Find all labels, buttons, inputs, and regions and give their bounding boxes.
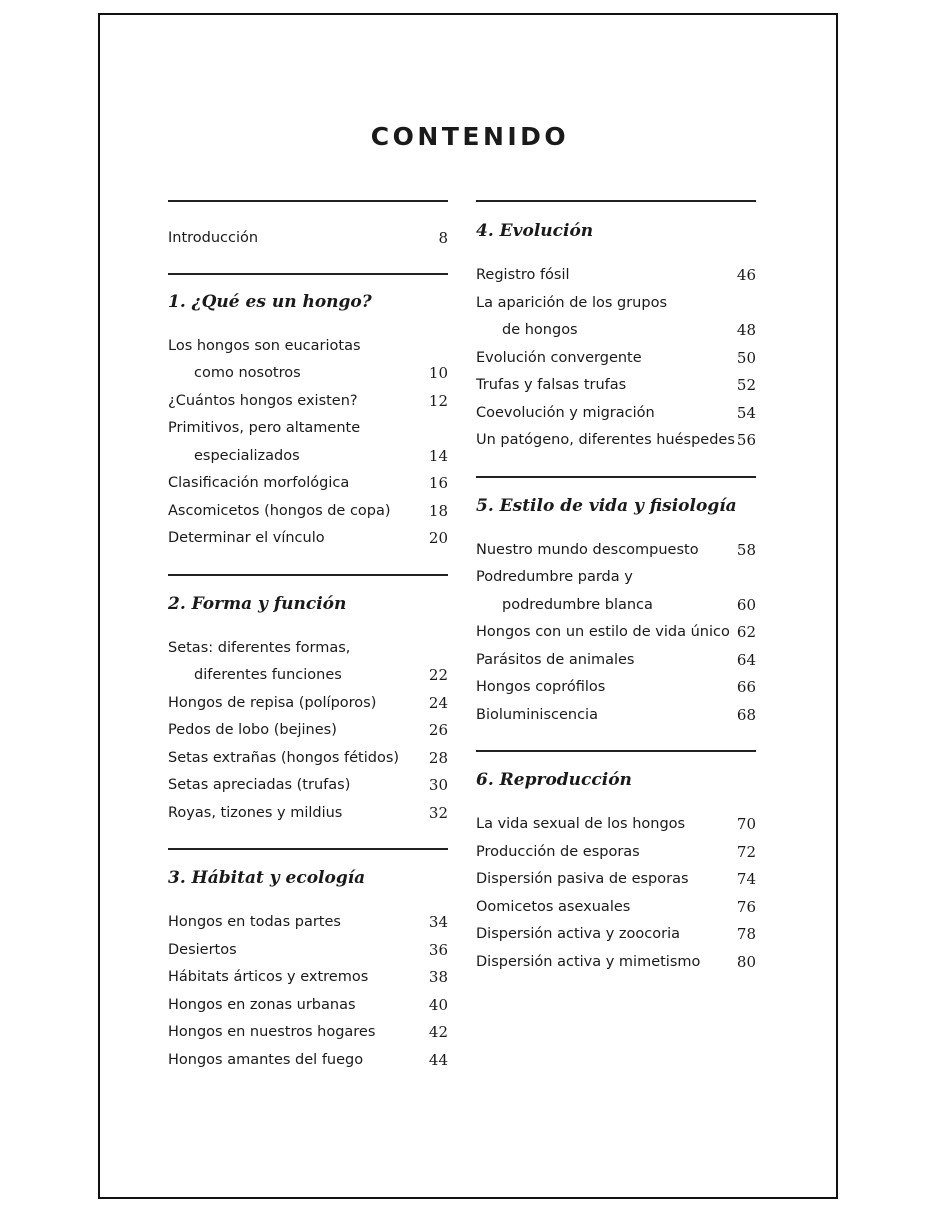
toc-entry-page: 42: [428, 1023, 448, 1041]
toc-entry[interactable]: [168, 635, 448, 663]
toc-entry-label: Los hongos son eucariotas: [168, 337, 361, 354]
toc-entry-page: 8: [438, 229, 448, 247]
toc-entry-label: Hongos en nuestros hogares: [168, 1024, 376, 1040]
toc-entry-page: 60: [736, 595, 756, 614]
toc-entry[interactable]: [168, 909, 448, 937]
toc-entry-label: Trufas y falsas trufas: [476, 377, 627, 393]
toc-entry[interactable]: [476, 317, 756, 345]
toc-entry[interactable]: [168, 1047, 448, 1075]
toc-entry-label: Setas apreciadas (trufas): [168, 777, 351, 793]
toc-entry[interactable]: [168, 964, 448, 992]
toc-entry-label: La aparición de los grupos: [476, 294, 667, 311]
toc-entry-list: [168, 909, 448, 1074]
section-divider: [476, 476, 756, 478]
toc-entry-label: Podredumbre parda y: [476, 569, 633, 585]
toc-entry-page: 78: [736, 925, 756, 943]
toc-entry-page: 64: [736, 650, 756, 669]
toc-entry-page: 48: [736, 321, 756, 339]
toc-entry[interactable]: [168, 388, 448, 416]
toc-entry-label: Royas, tizones y mildius: [168, 804, 343, 821]
toc-entry-page: 46: [736, 266, 756, 284]
toc-entry-label: Coevolución y migración: [476, 404, 655, 421]
toc-entry[interactable]: [168, 690, 448, 718]
toc-entry-label: Dispersión activa y zoocoria: [476, 926, 680, 942]
toc-entry[interactable]: [476, 949, 756, 977]
toc-entry-label: Dispersión pasiva de esporas: [476, 871, 689, 887]
section-heading[interactable]: 2. Forma y función: [168, 593, 347, 614]
toc-entry-label: Nuestro mundo descompuesto: [476, 541, 699, 558]
toc-entry[interactable]: [476, 702, 756, 730]
toc-entry-label: Hábitats árticos y extremos: [168, 969, 369, 985]
toc-entry[interactable]: [476, 674, 756, 702]
section-heading[interactable]: 4. Evolución: [476, 221, 594, 241]
toc-entry-label: Pedos de lobo (bejines): [168, 722, 337, 738]
toc-entry-label: Introducción: [168, 230, 259, 246]
toc-entry[interactable]: [476, 894, 756, 922]
toc-entry-page: 66: [736, 678, 756, 696]
toc-entry-page: 12: [428, 391, 448, 410]
section-divider: [168, 200, 448, 202]
toc-entry-page: 10: [428, 364, 448, 382]
toc-entry-introduccion[interactable]: [168, 225, 448, 253]
toc-entry-page: 24: [428, 693, 448, 712]
toc-entry-page: 74: [736, 870, 756, 888]
toc-entry-page: 70: [736, 815, 756, 833]
toc-entry[interactable]: [168, 443, 448, 471]
toc-entry[interactable]: [476, 372, 756, 400]
toc-section-1: [168, 291, 448, 553]
toc-entry[interactable]: [168, 360, 448, 388]
section-heading[interactable]: 1. ¿Qué es un hongo?: [168, 291, 372, 312]
toc-entry-page: 72: [736, 842, 756, 861]
toc-entry-label: Hongos en zonas urbanas: [168, 996, 356, 1013]
toc-entry[interactable]: [168, 1019, 448, 1047]
toc-entry-page: 40: [428, 995, 448, 1014]
toc-entry[interactable]: [168, 498, 448, 526]
section-divider: [168, 574, 448, 576]
toc-entry-list: [168, 635, 448, 828]
toc-entry-page: 28: [428, 748, 448, 767]
toc-section-6: [476, 769, 756, 976]
toc-entry-page: 18: [428, 501, 448, 520]
toc-entry-label: Hongos en todas partes: [168, 914, 341, 930]
toc-section-4: [476, 220, 756, 455]
toc-entry-page: 68: [736, 705, 756, 724]
section-heading[interactable]: 5. Estilo de vida y fisiología: [476, 495, 737, 516]
section-divider: [476, 750, 756, 752]
section-divider: [476, 200, 756, 202]
toc-entry[interactable]: [168, 717, 448, 745]
toc-entry-label: Dispersión activa y mimetismo: [476, 953, 701, 970]
toc-entry-page: 76: [736, 897, 756, 916]
toc-entry-label: Ascomicetos (hongos de copa): [168, 502, 391, 519]
toc-entry[interactable]: [168, 992, 448, 1020]
toc-entry[interactable]: [168, 772, 448, 800]
toc-entry[interactable]: [168, 745, 448, 773]
toc-entry-label: Clasificación morfológica: [168, 475, 350, 491]
toc-entry[interactable]: [168, 800, 448, 828]
toc-column-left: [168, 200, 448, 1074]
toc-entry[interactable]: [476, 647, 756, 675]
section-divider: [168, 273, 448, 275]
toc-entry-page: 36: [428, 940, 448, 959]
toc-entry[interactable]: [476, 345, 756, 373]
toc-entry-page: 30: [428, 776, 448, 794]
toc-entry-label: Evolución convergente: [476, 349, 642, 366]
toc-entry[interactable]: [476, 262, 756, 290]
toc-entry-page: 34: [428, 913, 448, 931]
toc-entry-label: Hongos de repisa (políporos): [168, 694, 377, 711]
toc-entry-label: Oomicetos asexuales: [476, 898, 631, 915]
toc-entry-page: 26: [428, 721, 448, 739]
toc-entry-label: ¿Cuántos hongos existen?: [168, 392, 358, 409]
toc-entry[interactable]: [168, 470, 448, 498]
toc-entry[interactable]: [476, 537, 756, 565]
toc-entry-label: especializados: [194, 447, 300, 464]
toc-entry-page: 62: [736, 623, 756, 641]
toc-entry[interactable]: [168, 415, 448, 443]
toc-entry-label: Hongos con un estilo de vida único: [476, 624, 730, 640]
toc-entry[interactable]: [476, 921, 756, 949]
toc-entry-label: Registro fósil: [476, 267, 570, 283]
toc-entry-label: Hongos coprófilos: [476, 679, 606, 695]
toc-entry-list: [476, 811, 756, 976]
toc-section-2: [168, 593, 448, 828]
toc-entry-page: 54: [736, 403, 756, 422]
toc-entry[interactable]: [476, 866, 756, 894]
toc-entry-label: diferentes funciones: [194, 667, 342, 683]
toc-section-5: [476, 495, 756, 730]
toc-entry-list: [168, 333, 448, 553]
toc-entry-label: Primitivos, pero altamente: [168, 420, 361, 436]
toc-entry-page: 52: [736, 376, 756, 394]
toc-column-right: [476, 200, 756, 976]
toc-entry-label: La vida sexual de los hongos: [476, 816, 686, 832]
toc-entry[interactable]: [476, 427, 756, 455]
toc-entry-label: Setas: diferentes formas,: [168, 639, 351, 656]
toc-entry-list: [476, 262, 756, 455]
toc-entry-page: 38: [428, 968, 448, 986]
toc-entry[interactable]: [476, 811, 756, 839]
toc-entry-label: podredumbre blanca: [502, 596, 653, 613]
toc-entry-label: Setas extrañas (hongos fétidos): [168, 749, 400, 766]
toc-entry-page: 14: [428, 446, 448, 465]
toc-entry-list: [476, 537, 756, 730]
toc-entry[interactable]: [168, 937, 448, 965]
toc-entry-label: Determinar el vínculo: [168, 530, 325, 546]
toc-entry-label: Parásitos de animales: [476, 651, 635, 668]
section-heading[interactable]: 6. Reproducción: [476, 770, 632, 790]
toc-entry-page: 32: [428, 803, 448, 822]
toc-entry[interactable]: [476, 564, 756, 592]
toc-entry-page: 80: [736, 952, 756, 971]
toc-entry-label: Hongos amantes del fuego: [168, 1051, 364, 1068]
toc-entry[interactable]: [476, 619, 756, 647]
toc-entry-page: 22: [428, 666, 448, 684]
toc-entry-page: 20: [428, 529, 448, 547]
toc-entry[interactable]: [476, 400, 756, 428]
section-heading[interactable]: 3. Hábitat y ecología: [168, 868, 366, 888]
toc-entry[interactable]: [476, 839, 756, 867]
toc-entry-label: Un patógeno, diferentes huéspedes: [476, 432, 735, 448]
toc-entry-page: 44: [428, 1050, 448, 1069]
toc-entry[interactable]: [476, 290, 756, 318]
toc-entry-label: como nosotros: [194, 365, 301, 381]
page-title: CONTENIDO: [370, 122, 570, 151]
toc-entry-label: Desiertos: [168, 941, 237, 958]
toc-entry-label: Bioluminiscencia: [476, 706, 598, 723]
toc-entry[interactable]: [168, 662, 448, 690]
toc-section-3: [168, 867, 448, 1074]
toc-entry-page: 58: [736, 540, 756, 559]
toc-entry-label: de hongos: [502, 322, 578, 338]
section-divider: [168, 848, 448, 850]
toc-entry-label: Producción de esporas: [476, 843, 640, 860]
toc-entry[interactable]: [168, 333, 448, 361]
toc-entry[interactable]: [168, 525, 448, 553]
toc-entry[interactable]: [476, 592, 756, 620]
toc-entry-page: 56: [736, 431, 756, 449]
toc-entry-page: 16: [428, 474, 448, 492]
toc-entry-page: 50: [736, 348, 756, 367]
